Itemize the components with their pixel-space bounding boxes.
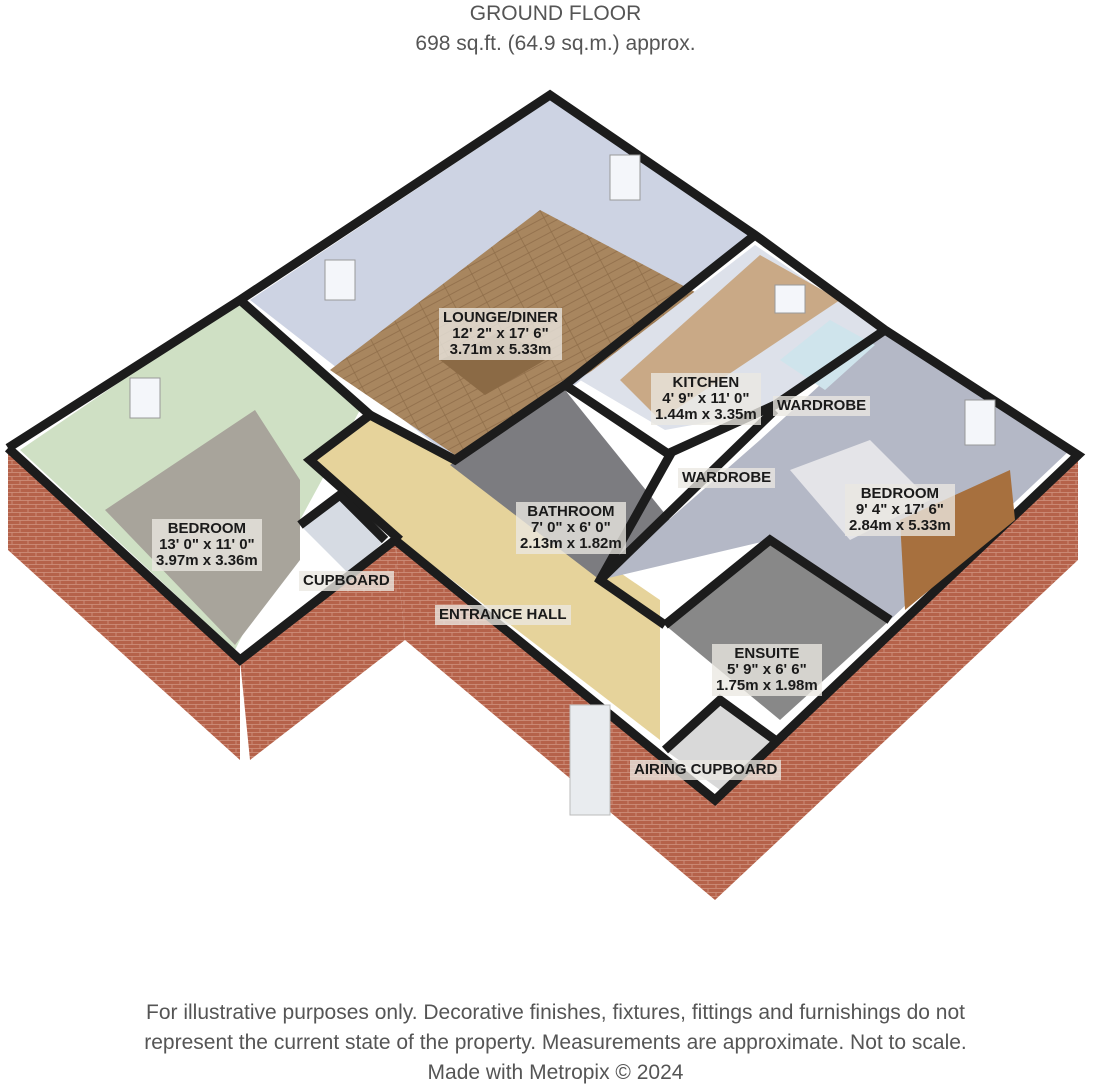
room-label-cupboard: CUPBOARD [299,571,394,591]
disclaimer-line-1: For illustrative purposes only. Decorative finishes, fixtures, fittings and furnishings do not [146,1001,965,1024]
window-icon [775,285,805,313]
window-icon [610,155,640,200]
room-label-airing-cupboard: AIRING CUPBOARD [630,760,781,780]
room-label-entrance-hall: ENTRANCE HALL [435,605,571,625]
window-icon [130,378,160,418]
copyright: Made with Metropix © 2024 [427,1061,684,1084]
floor-title: GROUND FLOOR [469,2,642,25]
disclaimer [0,998,1111,1088]
room-label-bedroom-right: BEDROOM 9' 4" x 17' 6" 2.84m x 5.33m [845,484,955,536]
floor-area: 698 sq.ft. (64.9 sq.m.) approx. [415,32,696,55]
room-label-wardrobe-2: WARDROBE [678,468,775,488]
disclaimer-line-2: represent the current state of the property. Measurements are approximate. Not to scale. [144,1031,967,1054]
window-icon [325,260,355,300]
room-label-lounge: LOUNGE/DINER 12' 2" x 17' 6" 3.71m x 5.33m [439,308,562,360]
room-label-wardrobe-1: WARDROBE [773,396,870,416]
window-icon [965,400,995,445]
room-label-bedroom-left: BEDROOM 13' 0" x 11' 0" 3.97m x 3.36m [152,519,262,571]
room-label-bathroom: BATHROOM 7' 0" x 6' 0" 2.13m x 1.82m [516,502,626,554]
room-label-ensuite: ENSUITE 5' 9" x 6' 6" 1.75m x 1.98m [712,644,822,696]
room-label-kitchen: KITCHEN 4' 9" x 11' 0" 1.44m x 3.35m [651,373,761,425]
entrance-door-icon [570,705,610,815]
